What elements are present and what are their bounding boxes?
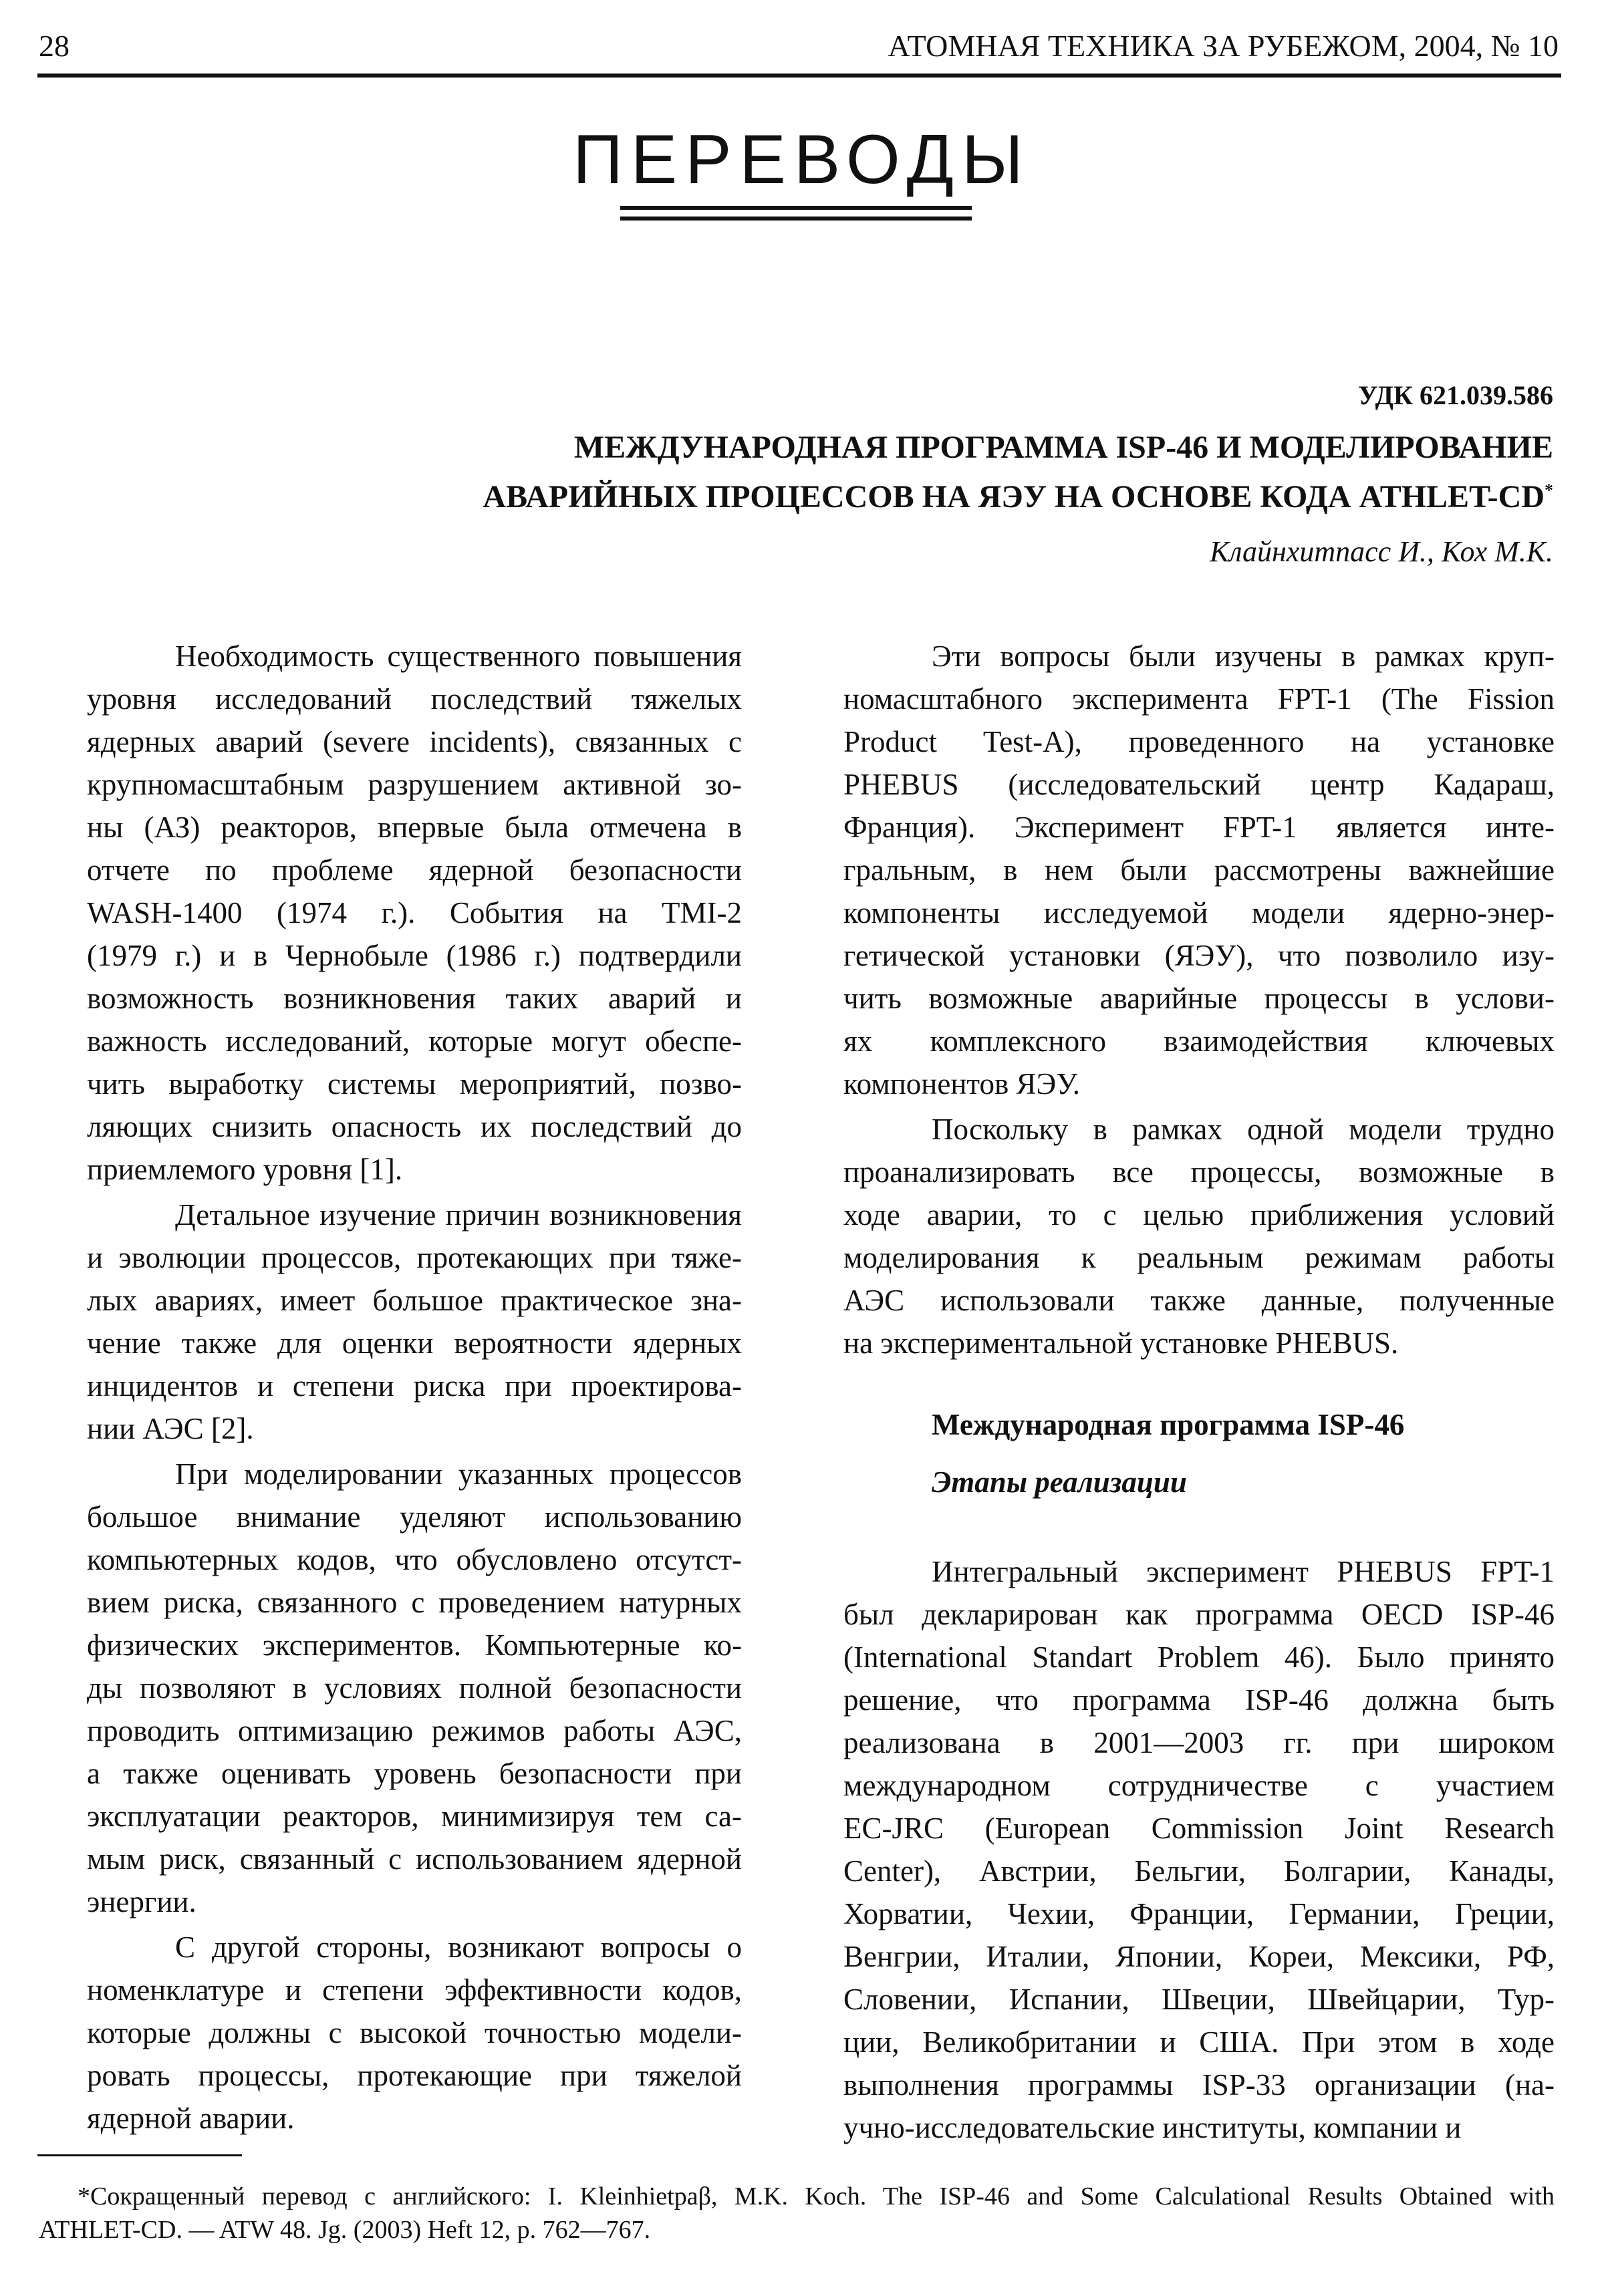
text-line: Словении, Испании, Швеции, Швейцарии, Тур- bbox=[843, 1983, 1555, 2016]
text-line: международном сотрудничестве с участием bbox=[843, 1769, 1555, 1802]
paragraph bbox=[87, 1453, 742, 1923]
text-line: PHEBUS (исследовательский центр Кадараш, bbox=[843, 768, 1555, 801]
text-line: энергии. bbox=[87, 1885, 196, 1918]
text-line: важность исследований, которые могут обеспе- bbox=[87, 1024, 742, 1058]
text-line: (International Standart Problem 46). Было принято bbox=[843, 1640, 1555, 1674]
text-line: был декларирован как программа OECD ISP-46 bbox=[843, 1598, 1555, 1631]
paragraph bbox=[843, 1550, 1555, 2149]
right-paragraphs-after bbox=[843, 1550, 1555, 2149]
text-line: ны (АЗ) реакторов, впервые была отмечена в bbox=[87, 811, 742, 844]
title-line bbox=[483, 469, 1553, 519]
text-line: компоненты исследуемой модели ядерно-энер- bbox=[843, 896, 1555, 929]
text-line: эксплуатации реакторов, минимизируя тем са- bbox=[87, 1800, 742, 1833]
text-line: моделирования к реальным режимам работы bbox=[843, 1241, 1555, 1274]
text-line: гетической установки (ЯЭУ), что позволило изу- bbox=[843, 939, 1555, 972]
footnote-mark: * bbox=[1545, 480, 1553, 500]
text-line: учно-исследовательские институты, компании и bbox=[843, 2111, 1462, 2144]
text-line: инцидентов и степени риска при проектирова- bbox=[87, 1369, 742, 1403]
text-line: решение, что программа ISP-46 должна быть bbox=[843, 1683, 1555, 1717]
text-line: проанализировать все процессы, возможные в bbox=[843, 1155, 1555, 1189]
udk-code: УДК 621.039.586 bbox=[1358, 380, 1553, 410]
text-line: ядерных аварий (severe incidents), связанных с bbox=[87, 725, 742, 758]
text-line: Эти вопросы были изучены в рамках круп- bbox=[932, 639, 1555, 673]
text-line: (1979 г.) и в Чернобыле (1986 г.) подтвердили bbox=[87, 939, 742, 972]
text-line: гральным, в нем были рассмотрены важнейшие bbox=[843, 853, 1555, 887]
text-line: ляющих снизить опасность их последствий до bbox=[87, 1110, 742, 1143]
section-heading: Международная программа ISP-46 bbox=[932, 1408, 1405, 1441]
right-column bbox=[843, 635, 1555, 2152]
text-line: выполнения программы ISP-33 организации (на- bbox=[843, 2068, 1555, 2102]
text-line: большое внимание уделяют использованию bbox=[87, 1500, 742, 1534]
text-line: Поскольку в рамках одной модели трудно bbox=[932, 1113, 1555, 1146]
text-line: АЭС использовали также данные, полученные bbox=[843, 1284, 1555, 1317]
left-column bbox=[87, 635, 742, 2142]
text-line: При моделировании указанных процессов bbox=[175, 1457, 742, 1491]
text-line: Center), Австрии, Бельгии, Болгарии, Канады, bbox=[843, 1854, 1555, 1888]
text-line: а также оценивать уровень безопасности при bbox=[87, 1757, 742, 1790]
text-line: Product Test-A), проведенного на установке bbox=[843, 725, 1555, 758]
text-line: ядерной аварии. bbox=[87, 2102, 295, 2135]
text-line: чить возможные аварийные процессы в услови- bbox=[843, 982, 1555, 1015]
subsection-heading: Этапы реализации bbox=[932, 1465, 1187, 1499]
text-line: которые должны с высокой точностью модели- bbox=[87, 2016, 742, 2049]
text-line: Необходимость существенного повышения bbox=[175, 639, 742, 673]
text-line: номасштабного эксперимента FPT-1 (The Fission bbox=[843, 682, 1555, 716]
page-number: 28 bbox=[39, 29, 70, 63]
paragraph bbox=[87, 635, 742, 1191]
text-line: номенклатуре и степени эффективности кодов, bbox=[87, 1973, 742, 2007]
text-line: компьютерных кодов, что обусловлено отсутст- bbox=[87, 1543, 742, 1576]
paragraph bbox=[843, 1108, 1555, 1365]
text-line: физических экспериментов. Компьютерные ко- bbox=[87, 1628, 742, 1662]
text-line: мым риск, связанный с использованием ядерной bbox=[87, 1842, 742, 1876]
paragraph bbox=[87, 1193, 742, 1450]
footnote bbox=[39, 2180, 1555, 2247]
paragraph bbox=[843, 635, 1555, 1105]
text-line: реализована в 2001—2003 гг. при широком bbox=[843, 1726, 1555, 1759]
title-line-text: АВАРИЙНЫХ ПРОЦЕССОВ НА ЯЭУ НА ОСНОВЕ КОДА ATHLET-CD bbox=[483, 479, 1545, 515]
text-line: возможность возникновения таких аварий и bbox=[87, 982, 742, 1015]
text-line: Детальное изучение причин возникновения bbox=[175, 1198, 742, 1232]
footnote-rule bbox=[37, 2154, 242, 2156]
section-underline bbox=[620, 217, 972, 221]
text-line: Венгрии, Италии, Японии, Кореи, Мексики, РФ, bbox=[843, 1940, 1555, 1973]
text-line: Хорватии, Чехии, Франции, Германии, Греции, bbox=[843, 1897, 1555, 1930]
paragraph bbox=[87, 1926, 742, 2140]
text-line: и эволюции процессов, протекающих при тяже- bbox=[87, 1241, 742, 1274]
authors: Клайнхитпасс И., Кох М.К. bbox=[1210, 535, 1553, 568]
text-line: ровать процессы, протекающие при тяжелой bbox=[87, 2059, 742, 2092]
text-line: проводить оптимизацию режимов работы АЭС, bbox=[87, 1714, 742, 1747]
text-line: вием риска, связанного с проведением натурных bbox=[87, 1586, 742, 1619]
text-line: компонентов ЯЭУ. bbox=[843, 1067, 1080, 1101]
text-line: С другой стороны, возникают вопросы о bbox=[175, 1930, 742, 1964]
header-rule bbox=[37, 74, 1561, 78]
text-line: на экспериментальной установке PHEBUS. bbox=[843, 1326, 1399, 1360]
text-line: Интегральный эксперимент PHEBUS FPT-1 bbox=[932, 1555, 1555, 1588]
section-underline bbox=[620, 206, 972, 210]
text-line: уровня исследований последствий тяжелых bbox=[87, 682, 742, 716]
footnote-line: *Сокращенный перевод с английского: I. Kleinhietpaβ, M.K. Koch. The ISP-46 and Some Calculational Results Obtained with bbox=[78, 2182, 1555, 2210]
text-line: чить выработку системы мероприятий, позво- bbox=[87, 1067, 742, 1101]
text-line: ходе аварии, то с целью приближения условий bbox=[843, 1198, 1555, 1232]
text-line: нии АЭС [2]. bbox=[87, 1412, 254, 1445]
text-line: отчете по проблеме ядерной безопасности bbox=[87, 853, 742, 887]
right-paragraphs-before bbox=[843, 635, 1555, 1365]
text-line: Франция). Эксперимент FPT-1 является инте- bbox=[843, 811, 1555, 844]
text-line: лых авариях, имеет большое практическое зна- bbox=[87, 1284, 742, 1317]
text-line: крупномасштабным разрушением активной зо- bbox=[87, 768, 742, 801]
article-title bbox=[483, 426, 1553, 519]
text-line: ды позволяют в условиях полной безопасности bbox=[87, 1671, 742, 1705]
text-line: EC-JRC (European Commission Joint Research bbox=[843, 1812, 1555, 1845]
text-line: WASH-1400 (1974 г.). События на TMI-2 bbox=[87, 896, 742, 929]
text-line: приемлемого уровня [1]. bbox=[87, 1153, 403, 1186]
section-title: ПЕРЕВОДЫ bbox=[573, 121, 1031, 198]
journal-header: АТОМНАЯ ТЕХНИКА ЗА РУБЕЖОМ, 2004, № 10 bbox=[888, 29, 1559, 63]
footnote-line: ATHLET-CD. — ATW 48. Jg. (2003) Heft 12, p. 762—767. bbox=[39, 2216, 651, 2244]
text-line: чение также для оценки вероятности ядерных bbox=[87, 1326, 742, 1360]
title-line: МЕЖДУНАРОДНАЯ ПРОГРАММА ISP-46 И МОДЕЛИРОВАНИЕ bbox=[573, 430, 1553, 465]
text-line: ях комплексного взаимодействия ключевых bbox=[843, 1024, 1555, 1058]
text-line: ции, Великобритании и США. При этом в ходе bbox=[843, 2025, 1555, 2059]
